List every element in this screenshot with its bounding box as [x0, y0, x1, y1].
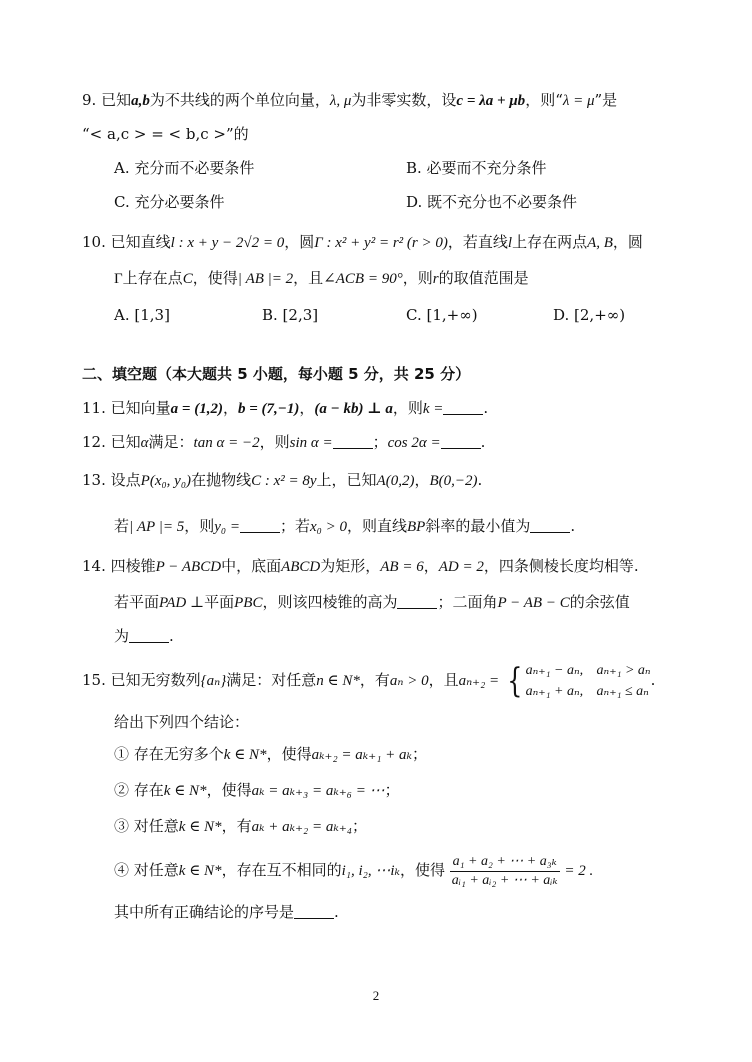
- q10-text: ，若直线: [447, 233, 508, 251]
- q12-tan: tan α = −2: [193, 435, 260, 451]
- q14-text: ；二面角: [437, 593, 498, 611]
- q12-alpha: α: [140, 435, 149, 451]
- q15-conclusion-4: [114, 848, 593, 893]
- q13-end: .: [570, 517, 576, 535]
- q11-number: 11.: [82, 399, 106, 417]
- q15-final-end: .: [334, 903, 339, 921]
- q13-end: .: [477, 471, 483, 489]
- q15-c1-k: k ∈ N*: [223, 747, 267, 763]
- q15-case-1-expr: aₙ₊₁ − aₙ,: [525, 663, 584, 678]
- q13-parabola: C : x² = 8y: [251, 473, 317, 489]
- q10-text: 已知直线: [110, 233, 171, 251]
- q15-line1: [82, 658, 655, 703]
- q15-final-text: 其中所有正确结论的序号是: [114, 903, 295, 921]
- q9-text5: ”是: [594, 91, 618, 109]
- q13-text: 斜率的最小值为: [425, 517, 531, 535]
- q13-answer-blank-2[interactable]: [530, 518, 570, 533]
- q15-c3-k: k ∈ N*: [178, 819, 222, 835]
- q14-line3: [114, 626, 174, 646]
- q12-answer-blank-1[interactable]: [333, 434, 373, 449]
- q15-number: 15.: [82, 671, 106, 689]
- q14-sep: ，: [423, 557, 439, 575]
- q13-text: 在抛物线: [191, 471, 252, 489]
- q13-ap: | AP |= 5: [129, 519, 185, 535]
- q12-sin: sin α =: [289, 435, 333, 451]
- q9-option-d: D. 既不充分也不必要条件: [406, 193, 578, 211]
- q15-end: .: [650, 671, 656, 689]
- q13-x0: x₀ > 0: [309, 519, 347, 535]
- q14-line1: [82, 556, 639, 577]
- q12-text: 满足：: [148, 433, 194, 451]
- q15-text: ，且: [428, 671, 459, 689]
- q15-conclusion-1: [114, 744, 427, 765]
- q13-bp: BP: [407, 519, 426, 535]
- q11-line: [82, 398, 488, 419]
- q11-vector-a: a = (1,2): [170, 401, 223, 417]
- section2-title: 二、填空题（本大题共 5 小题，每小题 5 分，共 25 分）: [82, 365, 471, 383]
- q15-c4-text: ，使得: [399, 861, 445, 879]
- q9-c-def: c = λa + μb: [456, 93, 526, 109]
- q10-c: C: [182, 271, 193, 287]
- q15-case-2-expr: aₙ₊₁ + aₙ,: [525, 684, 584, 699]
- q14-text: 为矩形，: [320, 557, 381, 575]
- q12-answer-blank-2[interactable]: [441, 434, 481, 449]
- q13-answer-blank-1[interactable]: [240, 518, 280, 533]
- q10-text: ，且: [293, 269, 324, 287]
- q13-y0: y₀ =: [214, 519, 240, 535]
- q15-positive: aₙ > 0: [389, 673, 429, 689]
- q15-case-1-cond: aₙ₊₁ > aₙ: [596, 663, 651, 678]
- page-number: 2: [372, 988, 380, 1003]
- q12-sep: ；: [372, 433, 388, 451]
- q15-c4-k: k ∈ N*: [178, 863, 222, 879]
- q12-cos: cos 2α =: [387, 435, 441, 451]
- q11-k: k =: [422, 401, 444, 417]
- q9-condition: λ = μ: [562, 93, 595, 109]
- q15-case-2-cond: aₙ₊₁ ≤ aₙ: [596, 684, 649, 699]
- q14-answer-blank-2[interactable]: [129, 628, 169, 643]
- q15-n: n ∈ N*: [316, 673, 360, 689]
- q14-text: 若平面: [114, 593, 160, 611]
- q15-conclusion-3: [114, 816, 367, 837]
- q10-text: 上存在两点: [512, 233, 588, 251]
- q13-text: ，则: [184, 517, 215, 535]
- q11-perp: (a − kb) ⊥ a: [314, 401, 393, 417]
- q13-text: ；若: [279, 517, 310, 535]
- q14-end: .: [169, 627, 174, 645]
- q14-text: ，则该四棱锥的高为: [262, 593, 398, 611]
- q14-ab: AB = 6: [380, 559, 424, 575]
- q14-text: 中，底面: [221, 557, 282, 575]
- q10-text: 上存在点: [122, 269, 183, 287]
- q13-line2: [114, 516, 575, 537]
- q11-text: ，则: [392, 399, 423, 417]
- q10-circle-eq: Γ : x² + y² = r² (r > 0): [314, 235, 448, 251]
- q9-scalars: λ, μ: [329, 93, 352, 109]
- q12-number: 12.: [82, 433, 106, 451]
- q10-line1: [82, 232, 643, 253]
- q9-option-c: C. 充分必要条件: [114, 193, 225, 211]
- q10-option-a: A. [1,3]: [114, 306, 170, 324]
- q10-number: 10.: [82, 233, 106, 251]
- q15-c3-text: ③ 对任意: [114, 817, 179, 835]
- q12-text: ，则: [259, 433, 290, 451]
- q15-answer-blank[interactable]: [294, 904, 334, 919]
- q15-c2-eq: aₖ = aₖ₊₃ = aₖ₊₆ = ⋯: [251, 783, 385, 799]
- q9-option-a: A. 充分而不必要条件: [114, 159, 255, 177]
- q11-answer-blank[interactable]: [443, 400, 483, 415]
- q15-c1-text: ，使得: [266, 745, 312, 763]
- q10-ab: A, B: [587, 235, 613, 251]
- q14-ad: AD = 2: [438, 559, 484, 575]
- q14-text: ，四条侧棱长度均相等.: [483, 557, 639, 575]
- q14-number: 14.: [82, 557, 106, 575]
- q15-text: ，有: [359, 671, 390, 689]
- q15-c3-eq: aₖ + aₖ₊₂ = aₖ₊₄: [251, 819, 353, 835]
- q13-text: 上，已知: [316, 471, 377, 489]
- q15-c4-fraction: [450, 853, 560, 890]
- q10-option-c: C. [1,+∞): [406, 306, 478, 324]
- q13-text: 若: [114, 517, 130, 535]
- q15-c4-indices: i₁, i₂, ⋯iₖ: [341, 863, 400, 879]
- q14-pyramid: P − ABCD: [155, 559, 222, 575]
- q13-line1: [82, 470, 482, 491]
- q10-angle: ∠ACB = 90°: [323, 271, 403, 287]
- q13-text: ，则直线: [346, 517, 407, 535]
- q10-option-d: D. [2,+∞): [553, 306, 626, 324]
- q9-text4: ，则“: [525, 91, 563, 109]
- q15-brace: {: [507, 661, 523, 701]
- q15-c4-eq: = 2 .: [564, 863, 594, 879]
- q14-base: ABCD: [281, 559, 321, 575]
- q15-c1-text: ① 存在无穷多个: [114, 745, 224, 763]
- q11-text: 已知向量: [110, 399, 171, 417]
- q9-text3: 为非零实数，设: [351, 91, 457, 109]
- q15-c2-end: ；: [384, 781, 400, 799]
- q10-r: r: [432, 271, 439, 287]
- q15-final: [114, 902, 339, 922]
- q9-number: 9.: [82, 91, 97, 109]
- q13-sep: ，: [414, 471, 430, 489]
- q10-gamma: Γ: [114, 271, 123, 287]
- q9-text: 已知: [101, 91, 132, 109]
- q15-c4-text: ④ 对任意: [114, 861, 179, 879]
- q15-cases: [526, 660, 651, 702]
- q14-line2: [114, 592, 630, 613]
- q12-text: 已知: [110, 433, 141, 451]
- q14-text: 的余弦值: [569, 593, 630, 611]
- q14-text: 平面: [204, 593, 235, 611]
- q15-sequence: {aₙ}: [200, 673, 227, 689]
- q11-end: .: [483, 399, 489, 417]
- q14-plane-pad: PAD ⊥: [159, 595, 205, 611]
- q15-c3-end: ；: [352, 817, 368, 835]
- q15-text: 已知无穷数列: [110, 671, 201, 689]
- q10-line-eq: l : x + y − 2√2 = 0: [170, 235, 285, 251]
- q13-text: 设点: [110, 471, 141, 489]
- q9-line1: [82, 90, 617, 111]
- q11-sep: ，: [222, 399, 238, 417]
- q10-text: 的取值范围是: [438, 269, 529, 287]
- q13-number: 13.: [82, 471, 106, 489]
- q15-c4-text: ，存在互不相同的: [221, 861, 342, 879]
- q9-vectors: a,b: [131, 93, 150, 109]
- q15-c4-numerator: a₁ + a₂ + ⋯ + a₃ₖ: [450, 853, 560, 872]
- q14-text: 四棱锥: [110, 557, 156, 575]
- q11-sep: ，: [299, 399, 315, 417]
- q13-point-b: B(0,−2): [429, 473, 478, 489]
- q10-text: ，使得: [192, 269, 238, 287]
- q15-recurrence-lhs: aₙ₊₂ =: [458, 673, 500, 689]
- q9-line2: “< a,c > = < b,c >”的: [82, 125, 249, 143]
- q10-text: ，则: [402, 269, 433, 287]
- q14-dihedral: P − AB − C: [497, 595, 570, 611]
- q15-c1-end: ；: [412, 745, 428, 763]
- q15-c2-text: ② 存在: [114, 781, 164, 799]
- q10-text: ，圆: [612, 233, 643, 251]
- q15-conclusion-2: [114, 780, 400, 801]
- q14-plane-pbc: PBC: [234, 595, 263, 611]
- q15-c4-denominator: aᵢ₁ + aᵢ₂ + ⋯ + aᵢₖ: [451, 872, 558, 888]
- q9-text2: 为不共线的两个单位向量，: [149, 91, 330, 109]
- q15-case-2: [526, 681, 651, 702]
- q15-c1-eq: aₖ₊₂ = aₖ₊₁ + aₖ: [311, 747, 413, 763]
- q15-case-1: [526, 660, 651, 681]
- q13-point-a: A(0,2): [376, 473, 415, 489]
- q10-option-b: B. [2,3]: [262, 306, 319, 324]
- q13-point-p: P(x₀, y₀): [140, 473, 192, 489]
- q14-answer-blank-1[interactable]: [397, 594, 437, 609]
- q15-text: 满足：对任意: [226, 671, 317, 689]
- q10-l: l: [507, 235, 513, 251]
- q15-c2-text: ，使得: [206, 781, 252, 799]
- q15-intro: 给出下列四个结论：: [114, 713, 250, 731]
- q14-text: 为: [114, 627, 130, 645]
- q12-line: [82, 432, 485, 453]
- q10-line2: [114, 268, 529, 289]
- q10-ab-length: | AB |= 2: [237, 271, 294, 287]
- q15-c3-text: ，有: [221, 817, 252, 835]
- q12-end: .: [480, 433, 486, 451]
- q10-text: ，圆: [284, 233, 315, 251]
- q9-option-b: B. 必要而不充分条件: [406, 159, 547, 177]
- q15-c2-k: k ∈ N*: [163, 783, 207, 799]
- q11-vector-b: b = (7,−1): [237, 401, 300, 417]
